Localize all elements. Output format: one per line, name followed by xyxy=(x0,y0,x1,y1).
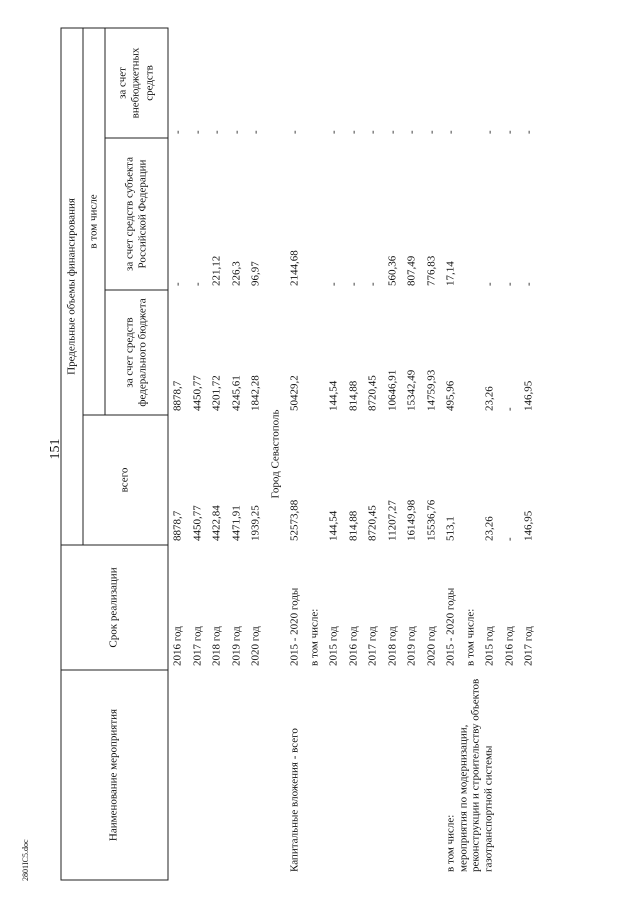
cell-federal: 146,95 xyxy=(522,380,535,411)
header-volumes: Предельные объемы финансирования xyxy=(61,27,83,544)
cell-extra: - xyxy=(347,129,359,134)
cell-total: 513,1 xyxy=(444,515,457,541)
cell-federal: 814,88 xyxy=(347,380,359,411)
cell-federal: 1842,28 xyxy=(249,374,262,411)
region-heading: Город Севастополь xyxy=(269,408,281,498)
table-row xyxy=(367,27,387,879)
cell-subject: 226,3 xyxy=(230,260,242,286)
table-row xyxy=(230,27,250,879)
cell-federal xyxy=(308,290,328,415)
cell-extra xyxy=(308,27,328,137)
cell-period: 2020 год xyxy=(425,625,437,666)
cell-period: 2015 - 2020 годы xyxy=(288,587,301,666)
cell-period: 2015 год xyxy=(327,625,340,666)
cell-extra: - xyxy=(210,129,223,134)
cell-federal: 15342,49 xyxy=(405,369,418,411)
cell-extra: - xyxy=(425,129,437,134)
cell-period: 2017 год xyxy=(522,625,535,666)
cell-subject: - xyxy=(171,281,184,286)
cell-subject: - xyxy=(522,281,535,286)
table-row xyxy=(168,27,191,879)
cell-federal: 23,26 xyxy=(483,385,496,411)
cell-total: - xyxy=(503,536,515,541)
cell-total: 814,88 xyxy=(347,510,359,541)
cell-subject: 560,36 xyxy=(386,255,398,286)
cell-extra: - xyxy=(191,129,203,134)
modern-name-cell xyxy=(445,670,543,880)
header-extrabudget: за счет внебюджетных средств xyxy=(105,27,168,137)
cell-federal: 14759,93 xyxy=(425,369,437,411)
header-subject: за счет средств субъекта Российской Федерации xyxy=(105,138,168,290)
cell-extra: - xyxy=(483,129,496,134)
cell-subject: - xyxy=(327,281,340,286)
cell-subject: - xyxy=(191,281,203,286)
header-including: в том числе xyxy=(83,27,105,414)
table-row xyxy=(250,27,270,879)
capital-name: Капитальные вложения - всего xyxy=(288,727,301,872)
table-row xyxy=(191,27,211,879)
cell-total: 8720,45 xyxy=(366,504,379,541)
cell-period: 2016 год xyxy=(171,625,184,666)
cell-period: 2015 - 2020 годы xyxy=(444,587,457,666)
cell-period: 2018 год xyxy=(210,625,223,666)
cell-federal: 4245,61 xyxy=(230,374,242,411)
table-row xyxy=(386,27,406,879)
cell-total: 11207,27 xyxy=(386,499,398,541)
cell-subject: - xyxy=(347,281,359,286)
cell-total: 144,54 xyxy=(327,510,340,541)
cell-extra: - xyxy=(171,129,184,134)
cell-subject: 2144,68 xyxy=(288,249,301,286)
modern-prefix: в том числе: xyxy=(444,814,457,872)
cell-extra: - xyxy=(405,129,418,134)
cell-period: 2018 год xyxy=(386,625,398,666)
cell-total: 16149,98 xyxy=(405,499,418,541)
cell-subject: 776,83 xyxy=(425,255,437,286)
cell-total: 4471,91 xyxy=(230,504,242,541)
header-total: всего xyxy=(83,415,168,545)
cell-subject: 221,12 xyxy=(210,255,223,286)
cell-subject: - xyxy=(503,281,515,286)
cell-period: в том числе: xyxy=(308,608,320,666)
cell-subject: - xyxy=(483,281,496,286)
cell-total: 146,95 xyxy=(522,510,535,541)
cell-period: 2015 год xyxy=(483,625,496,666)
modern-name: мероприятия по модернизации, реконструкции и строительству объектов газотранспортной системы xyxy=(457,678,495,872)
cell-period: в том числе: xyxy=(464,608,476,666)
cell-total xyxy=(464,415,484,545)
header-federal: за счет средств федерального бюджета xyxy=(105,290,168,415)
table-row xyxy=(347,27,367,879)
cell-total: 23,26 xyxy=(483,515,496,541)
cell-total: 1939,25 xyxy=(249,504,262,541)
cell-extra: - xyxy=(503,129,515,134)
header-name: Наименование мероприятия xyxy=(61,670,168,880)
region-row xyxy=(269,27,289,879)
cell-federal: 8878,7 xyxy=(171,380,184,411)
document-code: 2801IC5.doc xyxy=(21,839,30,881)
cell-extra: - xyxy=(249,129,262,134)
cell-extra: - xyxy=(366,129,379,134)
cell-federal xyxy=(464,290,484,415)
cell-total: 52573,88 xyxy=(288,499,301,541)
cell-period: 2016 год xyxy=(347,625,359,666)
table-row xyxy=(425,27,445,879)
cell-period: 2019 год xyxy=(405,625,418,666)
rotated-table-wrapper xyxy=(61,28,616,880)
cell-subject: 17,14 xyxy=(444,260,457,286)
cell-extra: - xyxy=(386,129,398,134)
cell-extra: - xyxy=(444,129,457,134)
cell-subject xyxy=(464,138,484,290)
cell-total: 8878,7 xyxy=(171,510,184,541)
cell-total: 4450,77 xyxy=(191,504,203,541)
cell-extra: - xyxy=(522,129,535,134)
cell-federal: 144,54 xyxy=(327,380,340,411)
cell-federal: - xyxy=(503,406,515,411)
cell-federal: 8720,45 xyxy=(366,374,379,411)
cell-subject: 96,97 xyxy=(249,260,262,286)
cell-extra: - xyxy=(288,129,301,134)
financing-table xyxy=(61,27,543,880)
cell-extra: - xyxy=(327,129,340,134)
cell-total xyxy=(308,415,328,545)
table-row xyxy=(328,27,348,879)
cell-federal: 4450,77 xyxy=(191,374,203,411)
cell-extra xyxy=(464,27,484,137)
page-number: 151 xyxy=(48,438,63,460)
cell-federal: 50429,2 xyxy=(288,374,301,411)
cell-federal: 495,96 xyxy=(444,380,457,411)
cell-federal: 4201,72 xyxy=(210,374,223,411)
table-row xyxy=(445,27,465,879)
cell-period: 2017 год xyxy=(366,625,379,666)
table-row xyxy=(406,27,426,879)
cell-period: 2020 год xyxy=(249,625,262,666)
cell-extra: - xyxy=(230,129,242,134)
cell-subject: 807,49 xyxy=(405,255,418,286)
cell-period: 2019 год xyxy=(230,625,242,666)
cell-period: 2017 год xyxy=(191,625,203,666)
table-row xyxy=(211,27,231,879)
cell-total: 4422,84 xyxy=(210,504,223,541)
header-period: Срок реализации xyxy=(61,545,168,670)
cell-federal: 10646,91 xyxy=(386,369,398,411)
table-row xyxy=(289,27,309,879)
cell-subject: - xyxy=(366,281,379,286)
cell-subject xyxy=(308,138,328,290)
cell-total: 15536,76 xyxy=(425,499,437,541)
cell-period: 2016 год xyxy=(503,625,515,666)
